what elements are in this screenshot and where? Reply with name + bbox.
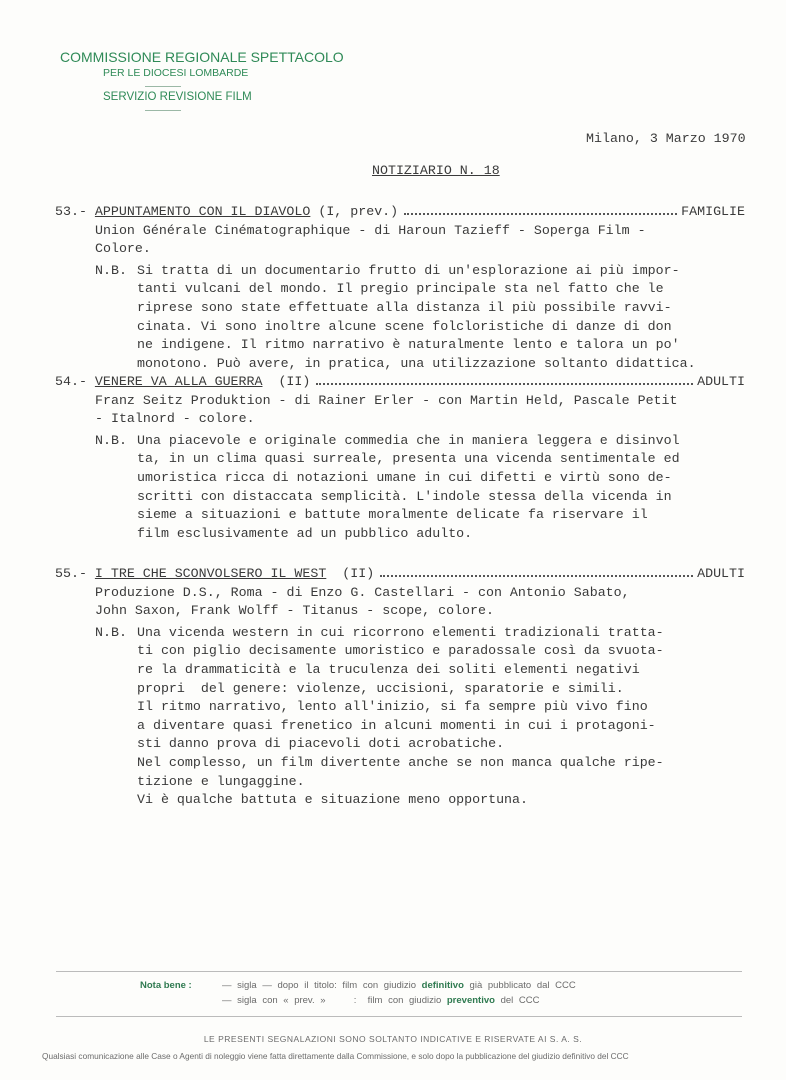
legend-text: — sigla con « prev. » : film con giudizio [222,995,442,1006]
film-note: ne indigene. Il ritmo narrativo è naturalmente lento e talora un po' [137,337,680,353]
legend-definitive [222,980,576,991]
film-title: APPUNTAMENTO CON IL DIAVOLO [94,204,311,219]
film-note: ti con piglio decisamente umoristico e paradossale così da svuota- [137,643,664,659]
film-credits: Union Générale Cinématographique - di Haroun Tazieff - Soperga Film - [95,222,646,238]
film-title: I TRE CHE SCONVOLSERO IL WEST [94,566,327,581]
film-classification: (I, prev.) [318,204,399,219]
letterhead-commission: COMMISSIONE REGIONALE SPETTACOLO [60,49,344,65]
legend-bold: definitivo [421,980,464,991]
bulletin-heading: NOTIZIARIO N. 18 [372,163,500,178]
film-note: ta, in un clima quasi surreale, presenta una vicenda sentimentale ed [137,451,680,467]
film-note: a diventare quasi frenetico in alcuni momenti in cui i protagoni- [137,717,656,733]
film-credits: Colore. [95,241,151,257]
film-title: VENERE VA ALLA GUERRA [94,374,263,389]
letterhead-service: SERVIZIO REVISIONE FILM [103,91,252,103]
document-date: Milano, 3 Marzo 1970 [586,131,746,146]
film-note: Vi è qualche battuta e situazione meno opportuna. [137,792,528,808]
legend-text: già pubblicato dal CCC [469,980,576,991]
nb-label: N.B. [95,262,127,278]
letterhead-divider [145,110,181,111]
film-note: Nel complesso, un film divertente anche se non manca qualche ripe- [137,755,664,770]
nb-label: N.B. [95,624,127,640]
film-rating: FAMIGLIE [681,204,745,219]
film-title-line [55,204,745,220]
film-note: Una vicenda western in cui ricorrono elementi tradizionali tratta- [137,624,664,640]
entry-number: 53.- [55,204,87,219]
entry-number: 55.- [55,566,87,581]
dot-leader [316,383,693,385]
disclaimer: Qualsiasi comunicazione alle Case o Agenti di noleggio viene fatta direttamente dalla Commissione, e solo dopo la pubblicazione del giudizio definitivo del CCC [42,1051,629,1061]
film-note: film esclusivamente ad un pubblico adulto. [137,525,473,541]
film-title-line [55,566,745,582]
nb-label: N.B. [95,432,127,448]
nota-bene-label: Nota bene : [140,980,192,991]
film-credits: Franz Seitz Produktion - di Rainer Erler - con Martin Held, Pascale Petit [95,392,678,408]
legend-text: del CCC [500,995,540,1006]
film-note: Il ritmo narrativo, lento all'inizio, si fa sempre più vivo fino [137,699,648,715]
film-note: sieme a situazioni e battute moralmente delicate fa riservare il [137,507,648,523]
film-note: Si tratta di un documentario frutto di un'esplorazione ai più impor- [137,262,680,278]
film-note: tizione e lungaggine. [137,773,305,789]
reserved-notice: LE PRESENTI SEGNALAZIONI SONO SOLTANTO INDICATIVE E RISERVATE AI S. A. S. [203,1034,583,1044]
film-classification: (II) [270,374,311,389]
film-note: umoristica ricca di notazioni umane in cui difetti e virtù sono de- [137,470,672,485]
legend-bold: preventivo [446,995,495,1006]
film-note: tanti vulcani del mondo. Il pregio principale sta nel fatto che le [137,281,664,297]
film-credits: Produzione D.S., Roma - di Enzo G. Castellari - con Antonio Sabato, [95,584,630,600]
film-note: riprese sono state effettuate alla distanza il più possibile ravvi- [137,300,672,315]
legend-text: — sigla — dopo il titolo: film con giudizio [222,980,417,991]
legend-preventive [222,995,539,1006]
footer-divider [56,971,742,972]
footer-divider [56,1016,742,1017]
film-credits: John Saxon, Frank Wolff - Titanus - scope, colore. [95,603,494,619]
film-note: sti danno prova di piacevoli doti acrobatiche. [137,736,505,752]
film-note: scritti con distaccata semplicità. L'indole stessa della vicenda in [137,488,672,504]
film-title-line [55,374,745,390]
film-note: monotono. Può avere, in pratica, una utilizzazione soltanto didattica. [137,355,696,371]
film-note: propri del genere: violenze, uccisioni, sparatorie e simili. [137,680,624,696]
dot-leader [380,575,693,577]
film-note: Una piacevole e originale commedia che in maniera leggera e disinvol [137,432,680,448]
entry-number: 54.- [55,374,87,389]
letterhead-divider [145,86,181,87]
film-rating: ADULTI [697,566,745,581]
letterhead-dioceses: PER LE DIOCESI LOMBARDE [103,67,249,79]
film-rating: ADULTI [697,374,745,389]
film-credits: - Italnord - colore. [95,411,255,427]
film-note: re la drammaticità e la truculenza dei soliti elementi negativi [137,662,640,677]
film-classification: (II) [334,566,375,581]
film-note: cinata. Vi sono inoltre alcune scene folcloristiche di danze di don [137,318,672,334]
dot-leader [404,213,677,215]
